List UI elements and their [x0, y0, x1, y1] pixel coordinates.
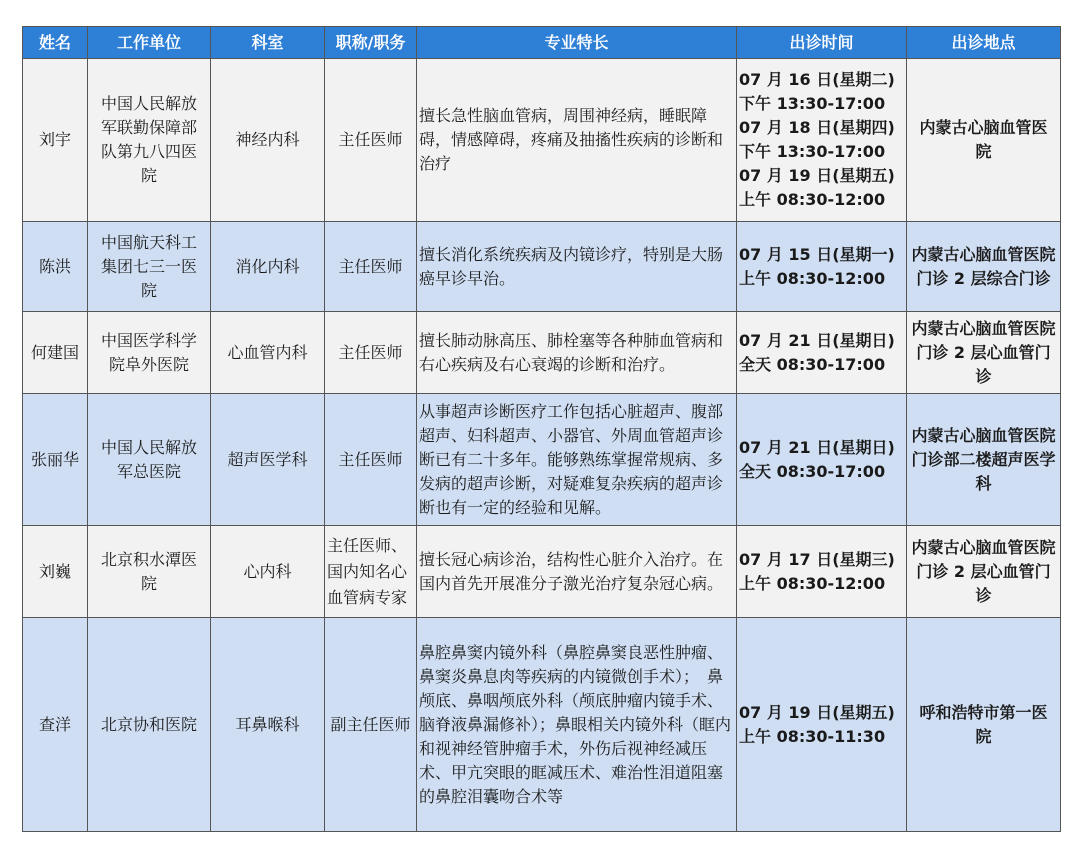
header-time: 出诊时间	[737, 27, 907, 59]
clinic-time-line: 07 月 18 日(星期四)	[739, 118, 895, 137]
doctor-dept: 神经内科	[211, 59, 325, 222]
doctor-dept: 心血管内科	[211, 312, 325, 394]
table-row	[23, 222, 1061, 312]
clinic-time-line: 07 月 21 日(星期日)	[739, 437, 895, 457]
clinic-time-line: 上午 08:30-12:00	[739, 573, 886, 593]
doctor-title: 主任医师、国内知名心血管病专家	[325, 526, 417, 618]
doctor-title: 主任医师	[325, 222, 417, 312]
doctor-name: 查洋	[23, 618, 88, 832]
clinic-time	[737, 222, 907, 312]
clinic-time	[737, 618, 907, 832]
clinic-location: 内蒙古心脑血管医院门诊 2 层心血管门诊	[907, 526, 1061, 618]
header-location: 出诊地点	[907, 27, 1061, 59]
clinic-time-line: 全天 08:30-17:00	[739, 354, 886, 374]
doctor-specialty: 擅长冠心病诊治，结构性心脏介入治疗。在国内首先开展准分子激光治疗复杂冠心病。	[417, 526, 737, 618]
doctor-title: 主任医师	[325, 394, 417, 526]
doctor-name: 刘巍	[23, 526, 88, 618]
doctor-unit: 中国航天科工集团七三一医院	[88, 222, 211, 312]
header-unit: 工作单位	[88, 27, 211, 59]
clinic-time	[737, 526, 907, 618]
clinic-time-line: 07 月 17 日(星期三)	[739, 549, 895, 569]
clinic-time-line: 07 月 16 日(星期二)	[739, 70, 895, 89]
doctor-schedule-table	[22, 26, 1061, 832]
doctor-title: 主任医师	[325, 59, 417, 222]
doctor-specialty: 鼻腔鼻窦内镜外科（鼻腔鼻窦良恶性肿瘤、鼻窦炎鼻息肉等疾病的内镜微创手术）； 鼻颅底、鼻咽颅底外科（颅底肿瘤内镜手术、脑脊液鼻漏修补）；鼻眼相关内镜外科（眶内和视神经管肿瘤手术，外伤后视神经减压术、甲亢突眼的眶减压术、难治性泪道阻塞的鼻腔泪囊吻合术等	[417, 618, 737, 832]
clinic-time-line: 下午 13:30-17:00	[739, 142, 886, 161]
clinic-time-line: 上午 08:30-12:00	[739, 268, 886, 288]
header-title: 职称/职务	[325, 27, 417, 59]
doctor-unit: 北京积水潭医院	[88, 526, 211, 618]
clinic-time-line: 07 月 19 日(星期五)	[739, 702, 895, 722]
table-row	[23, 394, 1061, 526]
header-row	[23, 27, 1061, 59]
header-dept: 科室	[211, 27, 325, 59]
clinic-location: 内蒙古心脑血管医院	[907, 59, 1061, 222]
doctor-dept: 心内科	[211, 526, 325, 618]
doctor-unit: 中国人民解放军总医院	[88, 394, 211, 526]
clinic-time	[737, 312, 907, 394]
clinic-time	[737, 59, 907, 222]
table-row	[23, 618, 1061, 832]
clinic-time-line: 上午 08:30-12:00	[739, 190, 886, 209]
clinic-time-line: 07 月 21 日(星期日)	[739, 330, 895, 350]
clinic-time-line: 07 月 15 日(星期一)	[739, 244, 895, 264]
table-row	[23, 59, 1061, 222]
clinic-location: 内蒙古心脑血管医院门诊 2 层综合门诊	[907, 222, 1061, 312]
clinic-location: 呼和浩特市第一医院	[907, 618, 1061, 832]
header-name: 姓名	[23, 27, 88, 59]
clinic-time-line: 上午 08:30-11:30	[739, 726, 886, 746]
clinic-time-line: 下午 13:30-17:00	[739, 94, 886, 113]
doctor-specialty: 擅长消化系统疾病及内镜诊疗，特别是大肠癌早诊早治。	[417, 222, 737, 312]
doctor-name: 刘宇	[23, 59, 88, 222]
doctor-title: 主任医师	[325, 312, 417, 394]
doctor-name: 何建国	[23, 312, 88, 394]
doctor-dept: 消化内科	[211, 222, 325, 312]
clinic-location: 内蒙古心脑血管医院门诊部二楼超声医学科	[907, 394, 1061, 526]
doctor-title: 副主任医师	[325, 618, 417, 832]
clinic-time-line: 07 月 19 日(星期五)	[739, 166, 895, 185]
doctor-specialty: 从事超声诊断医疗工作包括心脏超声、腹部超声、妇科超声、小器官、外周血管超声诊断已有二十多年。能够熟练掌握常规病、多发病的超声诊断，对疑难复杂疾病的超声诊断也有一定的经验和见解。	[417, 394, 737, 526]
doctor-name: 陈洪	[23, 222, 88, 312]
doctor-name: 张丽华	[23, 394, 88, 526]
table-row	[23, 312, 1061, 394]
doctor-unit: 中国人民解放军联勤保障部队第九八四医院	[88, 59, 211, 222]
doctor-dept: 耳鼻喉科	[211, 618, 325, 832]
clinic-location: 内蒙古心脑血管医院门诊 2 层心血管门诊	[907, 312, 1061, 394]
doctor-unit: 北京协和医院	[88, 618, 211, 832]
clinic-time-line: 全天 08:30-17:00	[739, 461, 886, 481]
table-header	[23, 27, 1061, 59]
doctor-specialty: 擅长肺动脉高压、肺栓塞等各种肺血管病和右心疾病及右心衰竭的诊断和治疗。	[417, 312, 737, 394]
doctor-specialty: 擅长急性脑血管病，周围神经病，睡眠障碍，情感障碍，疼痛及抽搐性疾病的诊断和治疗	[417, 59, 737, 222]
doctor-dept: 超声医学科	[211, 394, 325, 526]
clinic-time	[737, 394, 907, 526]
table-row	[23, 526, 1061, 618]
doctor-unit: 中国医学科学院阜外医院	[88, 312, 211, 394]
table-body	[23, 59, 1061, 832]
header-specialty: 专业特长	[417, 27, 737, 59]
